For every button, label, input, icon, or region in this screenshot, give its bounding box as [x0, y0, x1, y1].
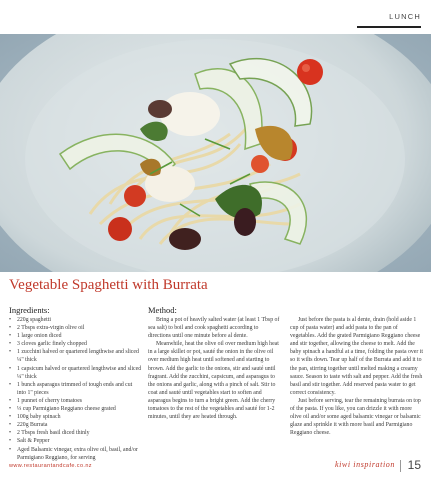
ingredient-item: • Salt & Pepper — [9, 437, 142, 445]
website-link[interactable]: www.restaurantandcafe.co.nz — [9, 463, 92, 469]
method-paragraph: Meanwhile, heat the olive oil over medium high heat in a large skillet or pot, sauté the onion in the olive oil over medium high heat until softened and starting to brown. Add the garlic to the onions, stir and sauté until fragrant. Add the zucchini, capsicum, and asparagus to the onions and garlic, along with a pinch of salt. Stir to coat and sauté until vegetables start to soften and asparagus begins to turn a bright green. Add the cherry tomatoes to the rest of the vegetables and sauté for 1-2 minutes, until they are heated through. — [148, 341, 279, 421]
ingredient-item: • 1 punnet of cherry tomatoes — [9, 397, 142, 405]
footer-divider — [400, 460, 401, 472]
ingredient-item: • 1 bunch asparagus trimmed of tough ends and cut into 1" pieces — [9, 381, 142, 397]
ingredient-item: • ⅓ cup Parmigiano Reggiano cheese grated — [9, 405, 142, 413]
ingredient-item: • 220g spaghetti — [9, 316, 142, 324]
ingredients-heading: Ingredients: — [9, 305, 50, 315]
ingredient-item: • 220g Burrata — [9, 421, 142, 429]
ingredient-item: • 2 Tbsps fresh basil diced thinly — [9, 429, 142, 437]
ingredient-item: • 100g baby spinach — [9, 413, 142, 421]
section-rule — [357, 26, 421, 28]
recipe-title: Vegetable Spaghetti with Burrata — [9, 277, 208, 293]
pasta-dish-photo — [0, 34, 431, 272]
ingredient-item: • 1 capsicum halved or quartered lengthwise and sliced ¼" thick — [9, 365, 142, 381]
magazine-section-name: kiwi inspiration — [334, 460, 395, 469]
page-footer — [0, 456, 431, 480]
method-column-2 — [290, 316, 424, 437]
ingredient-item: • 2 Tbsps extra-virgin olive oil — [9, 324, 142, 332]
page-number: 15 — [407, 458, 421, 472]
ingredient-item: • 3 cloves garlic finely chopped — [9, 340, 142, 348]
ingredients-list — [9, 316, 142, 462]
ingredient-item: • 1 zucchini halved or quartered lengthwise and sliced ¼" thick — [9, 348, 142, 364]
method-paragraph: Bring a pot of heavily salted water (at least 1 Tbsp of sea salt) to boil and cook spaghetti according to directions until one minute before al dente. — [148, 317, 280, 340]
page-header — [0, 0, 431, 34]
method-paragraph: Just before serving, tear the remaining burrata on top of the pasta. If you like, you can drizzle it with more olive oil and/or some aged balsamic vinegar or balsamic glaze and sprinkle it with more basil and Parmigiano Reggiano cheese. — [290, 397, 421, 437]
ingredient-item: • Aged Balsamic vinegar, extra olive oil, basil, and/or Parmigiano Reggiano, for serving — [9, 446, 142, 462]
method-column-1 — [148, 316, 282, 421]
ingredient-item: • 1 large onion diced — [9, 332, 142, 340]
method-paragraph: Just before the pasta is al dente, drain (hold aside 1 cup of pasta water) and add pasta to the pan of vegetables. Add the grated Parmigiano Reggiano cheese and stir together, allowing the cheese to melt. Add the baby spinach a handful at a time, folding the pasta over it so it wilts down. Tear up half of the Burrata and add it to the pan, stirring together until melted making a creamy sauce. Season to taste with salt and pepper. Add the fresh basil and stir together. Add reserved pasta water to get correct consistency. — [290, 317, 423, 396]
section-label: LUNCH — [389, 12, 421, 21]
method-heading: Method: — [148, 305, 177, 315]
